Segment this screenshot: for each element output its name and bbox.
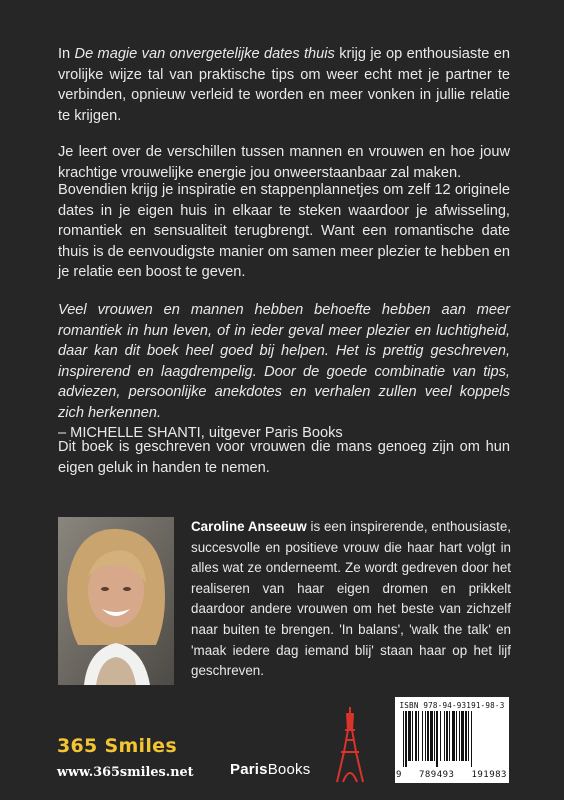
- barcode-bar: [418, 711, 419, 761]
- paragraph-text: Bovendien krijg je inspiratie en stappenplannetjes om zelf 12 originele dates in je eigen huis in elkaar te steken waardoor je afwisseling, romantiek en sensualiteit terugbrengt. Want een romantische date thuis is de eenvoudigste manier om samen meer plezier te hebben en je relatie een boost te geven.: [58, 182, 510, 280]
- barcode-bar: [427, 711, 429, 761]
- paragraph-text: Dit boek is geschreven voor vrouwen die mans genoeg zijn om hun eigen geluk in handen te nemen.: [58, 439, 510, 476]
- barcode-bar: [405, 711, 407, 767]
- book-title: De magie van onvergetelijke dates thuis: [74, 46, 335, 62]
- barcode-bar: [465, 711, 467, 761]
- barcode-bar: [452, 711, 455, 761]
- barcode-bar: [449, 711, 450, 761]
- review-quote: [58, 300, 510, 444]
- barcode-bar: [440, 711, 441, 761]
- author-bio-text: is een inspirerende, enthousiaste, succesvolle en positieve vrouw die haar hart volgt in alles wat ze onderneemt. Ze wordt gedreven door het realiseren van haar eigen dromen en prikkelt daardoor andere vrouwen om het beste van zichzelf naar buiten te brengen. 'In balans', 'walk the talk' en 'maak iedere dag iemand blij' staan haar op het lijf geschreven.: [191, 519, 512, 679]
- isbn-barcode: [395, 697, 509, 783]
- barcode-bar: [434, 711, 435, 761]
- description-paragraph-4: [58, 437, 510, 478]
- barcode-bar: [425, 711, 426, 761]
- author-portrait-illustration: [58, 517, 174, 685]
- author-name: Caroline Anseeuw: [191, 519, 307, 534]
- eiffel-tower-icon: [334, 706, 366, 784]
- barcode-bar: [446, 711, 448, 761]
- author-photo: [58, 517, 174, 685]
- barcode-bar: [412, 711, 413, 761]
- paragraph-text: In: [58, 46, 75, 62]
- quote-attribution: – MICHELLE SHANTI, uitgever Paris Books: [58, 425, 343, 441]
- barcode-digits-right: 191983: [471, 770, 507, 780]
- publisher-logo-365-smiles: 365 Smiles: [57, 735, 177, 757]
- paris-logo-part2: Books: [267, 761, 311, 778]
- barcode-bar: [403, 711, 404, 767]
- barcode-icon: [401, 711, 503, 767]
- barcode-bar: [471, 711, 472, 767]
- publisher-url: www.365smiles.net: [57, 765, 194, 780]
- description-paragraph-2: [58, 142, 510, 183]
- barcode-digits-left: 789493: [418, 770, 455, 780]
- barcode-bar: [415, 711, 417, 761]
- barcode-bar: [468, 711, 469, 761]
- barcode-digit-first: 9: [396, 770, 402, 780]
- paragraph-text: krijg je op enthousiaste en vrolijke wijze tal van praktische tips om weer echt met je partner te verbinden, opnieuw verleid te worden en meer vonken in jullie relatie te krijgen.: [58, 46, 510, 124]
- barcode-bar: [422, 711, 423, 761]
- barcode-bar: [459, 711, 460, 761]
- description-paragraph-1: [58, 44, 510, 126]
- barcode-bar: [456, 711, 457, 761]
- description-paragraph-3: [58, 180, 510, 283]
- barcode-bar: [461, 711, 464, 761]
- barcode-bar: [430, 711, 433, 761]
- barcode-bar: [444, 711, 445, 761]
- author-bio: [191, 517, 511, 682]
- paris-logo-part1: Paris: [230, 761, 268, 778]
- barcode-digits: [396, 770, 507, 780]
- paragraph-text: Je leert over de verschillen tussen mannen en vrouwen en hoe jouw krachtige vrouwelijke energie jou onweerstaanbaar zal maken.: [58, 144, 510, 181]
- quote-text: Veel vrouwen en mannen hebben behoefte hebben aan meer romantiek in hun leven, of in ieder geval meer plezier en luchtigheid, daar kan dit boek heel goed bij helpen. Het is prettig geschreven, inspirerend en laagdrempelig. Door de goede combinatie van tips, adviezen, persoonlijke anekdotes en verhalen zullen veel koppels zich herkennen.: [58, 302, 510, 421]
- barcode-bar: [408, 711, 411, 761]
- isbn-number: ISBN 978-94-93191-98-3: [399, 701, 505, 710]
- publisher-logo-paris-books: [230, 761, 310, 778]
- barcode-bar: [436, 711, 438, 767]
